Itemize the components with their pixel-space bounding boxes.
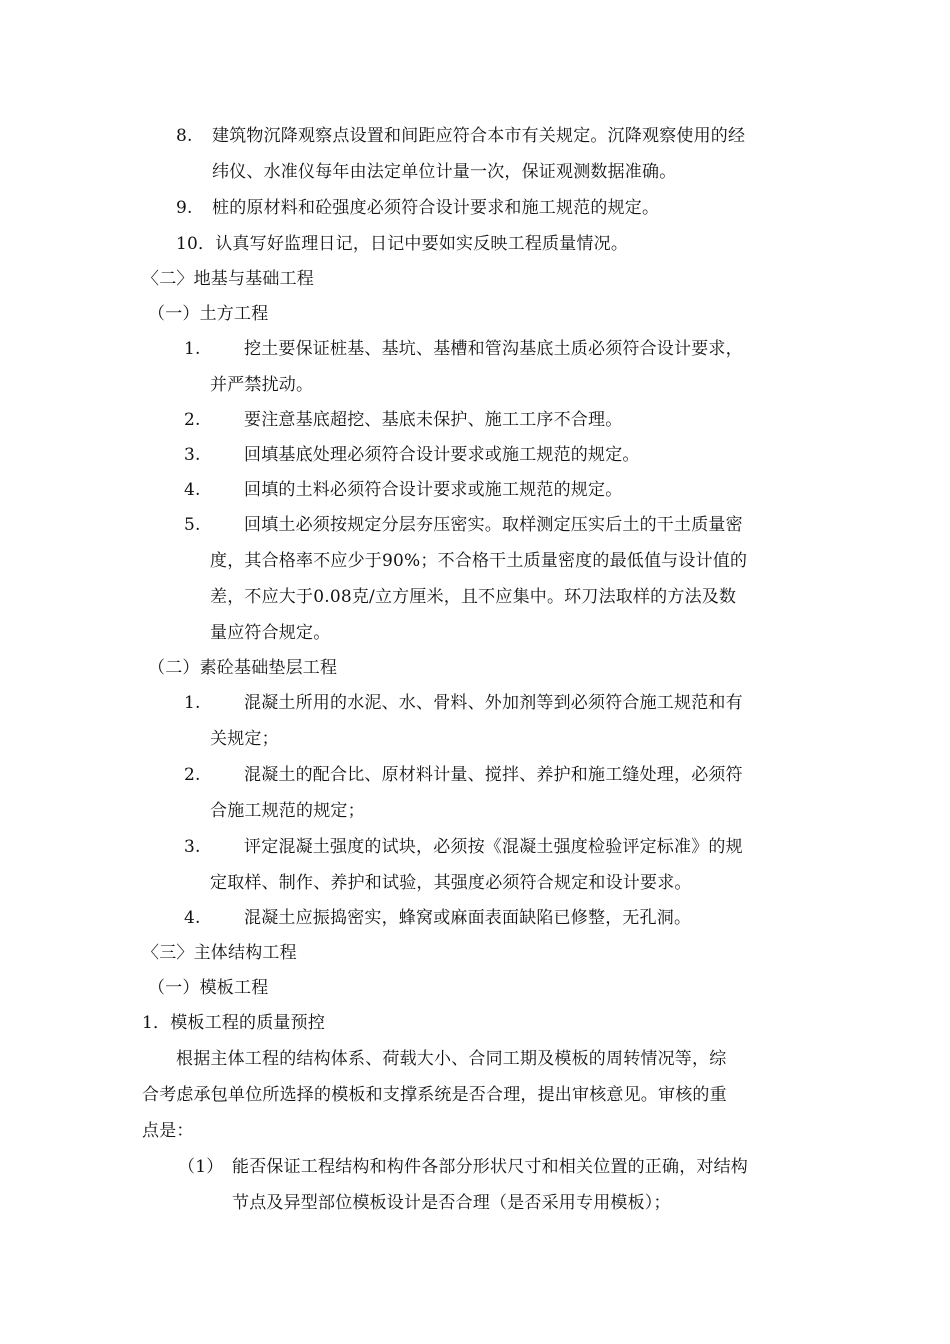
item-text: 混凝土应振捣密实，蜂窝或麻面表面缺陷已修整，无孔洞。 [244,908,692,928]
item-number: 4. [184,480,201,500]
item-number: 4. [184,908,201,928]
item-number: 8. [176,126,193,146]
item-text: 建筑物沉降观察点设置和间距应符合本市有关规定。沉降观察使用的经 [212,126,746,146]
cushion-item-2-continuation: 合施工规范的规定； [210,801,365,821]
item-text: 回填的土料必须符合设计要求或施工规范的规定。 [244,480,623,500]
item-number: 1. [184,693,201,713]
section-heading: 〈三〉主体结构工程 [142,943,297,963]
paragraph-line: 根据主体工程的结构体系、荷载大小、合同工期及模板的周转情况等，综 [176,1049,727,1069]
item-number: 5. [184,515,201,535]
item-number: 9. [176,198,193,218]
item-number: 2. [184,410,201,430]
item-text: 混凝土所用的水泥、水、骨料、外加剂等到必须符合施工规范和有 [244,693,743,713]
item-text: 回填基底处理必须符合设计要求或施工规范的规定。 [244,445,640,465]
item-number: （1） [178,1157,224,1177]
point-1-continuation: 节点及异型部位模板设计是否合理（是否采用专用模板）； [232,1193,671,1213]
cushion-item-3-continuation: 定取样、制作、养护和试验，其强度必须符合规定和设计要求。 [210,873,692,893]
section-heading: 〈二〉地基与基础工程 [142,269,314,289]
subsection-heading: （一）模板工程 [148,978,269,998]
earthwork-item-5-continuation: 度，其合格率不应少于90%；不合格干土质量密度的最低值与设计值的 [210,551,748,571]
item-8-continuation: 纬仪、水准仪每年由法定单位计量一次，保证观测数据准确。 [212,162,677,182]
item-text: 挖土要保证桩基、基坑、基槽和管沟基底土质必须符合设计要求， [244,339,743,359]
paragraph-line: 合考虑承包单位所选择的模板和支撑系统是否合理，提出审核意见。审核的重 [142,1085,727,1105]
item-number: 3. [184,445,201,465]
item-10: 10．认真写好监理日记，日记中要如实反映工程质量情况。 [176,234,629,254]
item-text: 混凝土的配合比、原材料计量、搅拌、养护和施工缝处理，必须符 [244,765,743,785]
item-text: 要注意基底超挖、基底未保护、施工工序不合理。 [244,410,623,430]
subsection-heading: （二）素砼基础垫层工程 [148,658,338,678]
paragraph-line: 点是： [142,1121,194,1141]
item-number: 3. [184,837,201,857]
item-text: 回填土必须按规定分层夯压密实。取样测定压实后土的干土质量密 [244,515,743,535]
cushion-item-1-continuation: 关规定； [210,729,279,749]
earthwork-item-1-continuation: 并严禁扰动。 [210,375,314,395]
earthwork-item-5-continuation: 差，不应大于0.08克/立方厘米，且不应集中。环刀法取样的方法及数 [210,587,737,607]
item-number: 1. [184,339,201,359]
item-text: 评定混凝土强度的试块，必须按《混凝土强度检验评定标准》的规 [244,837,743,857]
item-text: 桩的原材料和砼强度必须符合设计要求和施工规范的规定。 [212,198,660,218]
sub-heading: 1．模板工程的质量预控 [142,1013,326,1033]
item-number: 2. [184,765,201,785]
subsection-heading: （一）土方工程 [148,304,269,324]
earthwork-item-5-continuation: 量应符合规定。 [210,623,331,643]
item-text: 能否保证工程结构和构件各部分形状尺寸和相关位置的正确，对结构 [232,1157,748,1177]
